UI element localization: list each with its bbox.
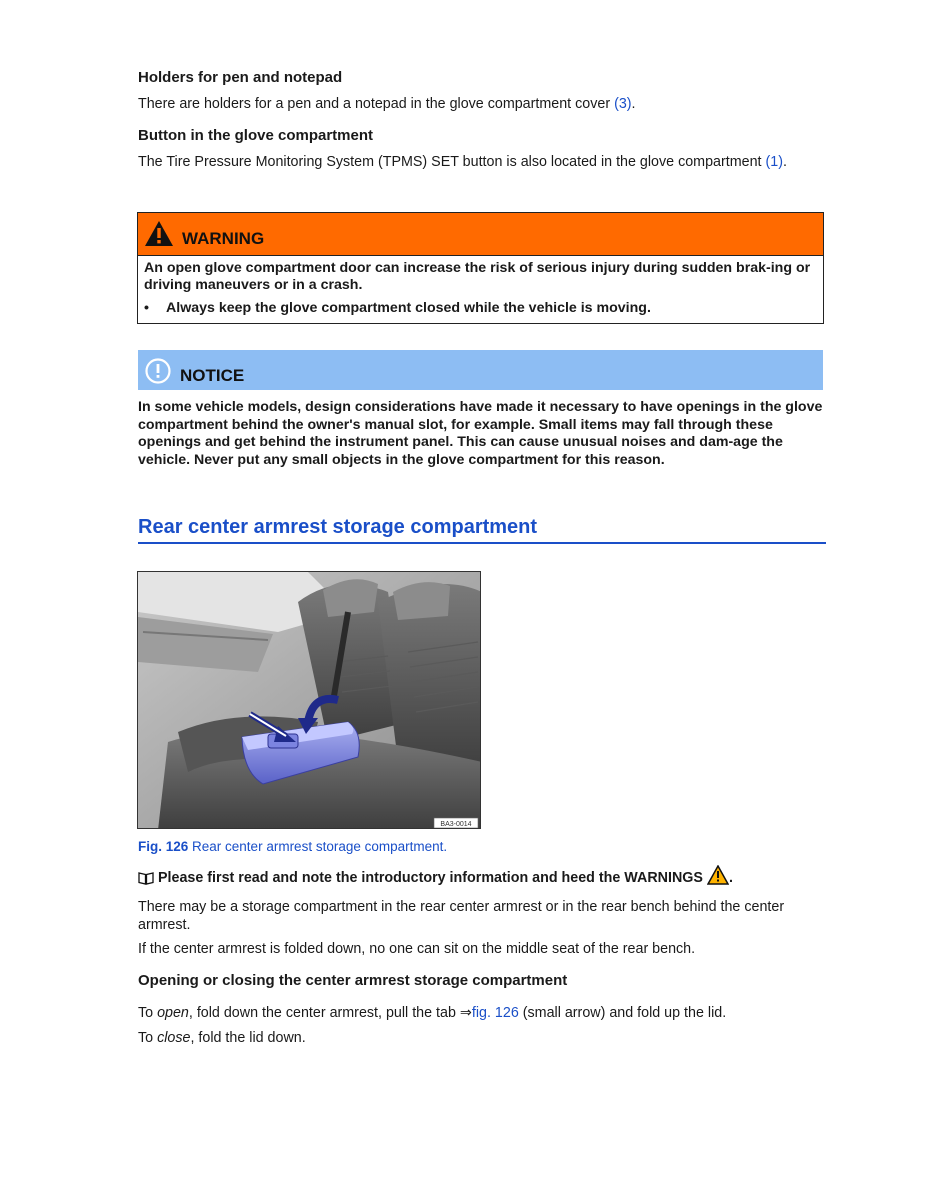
warning-body [138,256,823,323]
button-ref-link[interactable]: (1) [765,154,783,170]
section-title: Rear center armrest storage compartment [138,516,538,538]
holders-text: There are holders for a pen and a notepad in the glove compartment cover [138,96,615,112]
fig-126-link[interactable]: fig. 126 [471,1005,519,1021]
intro-note [138,870,733,886]
holders-tail: . [631,96,636,112]
button-tail: . [782,154,787,170]
warning-title: WARNING [182,229,265,248]
warning-bullet [144,300,815,317]
warning-header [138,213,823,256]
open-mid: , fold down the center armrest, pull the tab ⇒ [188,1005,472,1021]
close-prefix: To [138,1030,158,1046]
heading-button: Button in the glove compartment [138,127,374,144]
figure-caption-label: Fig. 126 [138,839,189,854]
close-word: close [157,1030,191,1046]
intro-note-period: . [728,870,733,886]
notice-header [138,350,823,390]
figure-caption-text: Rear center armrest storage compartment. [188,839,448,854]
holders-ref-link[interactable]: (3) [614,96,632,112]
figure-caption [138,839,447,854]
open-tail: (small arrow) and fold up the lid. [518,1005,727,1021]
intro-note-text: Please first read and note the introductory information and heed the WARNINGS [158,870,703,886]
bullet-dot: • [144,300,149,316]
paragraph-close [138,1029,828,1047]
heading-holders: Holders for pen and notepad [138,69,343,86]
figure-code: BA3-0014 [440,821,472,828]
button-paragraph [138,153,828,171]
holders-paragraph [138,95,828,113]
figure-armrest-illustration [137,571,481,829]
paragraph-storage: There may be a storage compartment in the rear center armrest or in the rear bench behind the center armrest. [138,899,785,933]
heading-opening: Opening or closing the center armrest storage compartment [138,972,568,989]
open-word: open [157,1005,189,1021]
notice-body: In some vehicle models, design considerations have made it necessary to have openings in the glove compartment behind the owner's manual slot, for example. Small items may fall through these openings and get behind the instrument panel. This can cause unusual noises and dam-age the vehicle. Never put any small objects in the glove compartment for this reason. [138,399,823,468]
warning-text: An open glove compartment door can increase the risk of serious injury during sudden brak-ing or driving maneuvers or in a crash. [144,260,811,293]
armrest-illustration [138,572,481,829]
warning-box [137,212,824,324]
button-text: The Tire Pressure Monitoring System (TPMS) SET button is also located in the glove compartment [138,154,766,170]
section-rear-armrest [138,516,826,544]
book-icon [138,871,154,885]
paragraph-open [138,1004,828,1022]
warning-triangle-icon [144,220,174,247]
open-prefix: To [138,1005,158,1021]
warning-bullet-text: Always keep the glove compartment closed while the vehicle is moving. [166,300,651,316]
notice-exclamation-icon [144,357,172,385]
close-tail: , fold the lid down. [190,1030,306,1046]
warning-small-icon[interactable] [707,865,729,885]
notice-title: NOTICE [180,366,245,385]
paragraph-middle-seat: If the center armrest is folded down, no one can sit on the middle seat of the rear bench. [138,941,696,957]
